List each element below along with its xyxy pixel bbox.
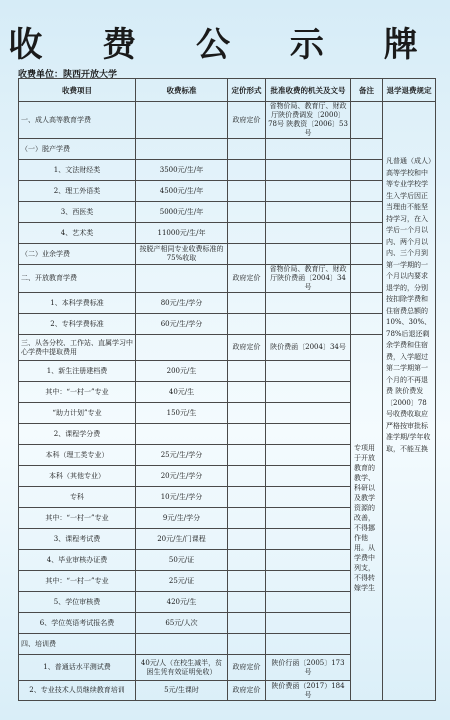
cell-approval: 陕价行函〔2005〕173号: [266, 655, 351, 681]
cell-approval: [266, 529, 351, 550]
cell-standard: 65元/人次: [136, 613, 228, 634]
cell-approval: [266, 223, 351, 244]
cell-standard: [136, 335, 228, 361]
cell-standard: 40元/人（在校生减半，贫困生凭有效证明免收）: [136, 655, 228, 681]
cell-standard: 3500元/生/年: [136, 160, 228, 181]
table-row: [19, 160, 436, 181]
cell-pricing-form: 政府定价: [228, 335, 266, 361]
cell-remark-empty: [351, 223, 383, 244]
cell-item: 其中：“一村一”专业: [19, 571, 136, 592]
header-remark: 备注: [351, 79, 383, 102]
cell-pricing-form: [228, 139, 266, 160]
cell-remark-empty: [351, 102, 383, 139]
cell-standard: 11000元/生/年: [136, 223, 228, 244]
cell-standard: [136, 139, 228, 160]
cell-remark-empty: [351, 293, 383, 314]
cell-standard: 420元/生: [136, 592, 228, 613]
cell-item: 3、课程考试费: [19, 529, 136, 550]
table-row: [19, 223, 436, 244]
cell-standard: 20元/生/门课程: [136, 529, 228, 550]
cell-approval: 陕价费函〔2004〕34号: [266, 335, 351, 361]
cell-standard: 5000元/生/年: [136, 202, 228, 223]
cell-remark-empty: [351, 139, 383, 160]
cell-pricing-form: 政府定价: [228, 655, 266, 681]
cell-pricing-form: 政府定价: [228, 681, 266, 701]
cell-item: 其中：“一村一”专业: [19, 508, 136, 529]
cell-standard: 25元/证: [136, 571, 228, 592]
refund-cell: 凡普通（成人）高等学校和中等专业学校学生入学后因正当理由不能坚持学习，在入学后一个月以内、两个月以内、三个月到第一学期的一个月以内要求退学的，分别按扣除学费和住宿费总额的10%、30%、78%后退还剩余学费和住宿费，入学超过第二学期第一个月的不再退费 陕价费发〔2000〕78号收费收取应严格按审批标准学期/学年收取，不能互换: [383, 102, 436, 701]
cell-pricing-form: [228, 487, 266, 508]
cell-item: 一、成人高等教育学费: [19, 102, 136, 139]
header-pricing-form: 定价形式: [228, 79, 266, 102]
cell-pricing-form: [228, 634, 266, 655]
cell-item: 3、西医类: [19, 202, 136, 223]
header-refund: 退学退费规定: [383, 79, 436, 102]
table-row: [19, 293, 436, 314]
cell-approval: [266, 487, 351, 508]
header-item: 收费项目: [19, 79, 136, 102]
cell-approval: [266, 571, 351, 592]
cell-pricing-form: [228, 382, 266, 403]
cell-pricing-form: [228, 466, 266, 487]
cell-standard: [136, 102, 228, 139]
remark-cell: 专项用于开放教育的教学、科研以及教学资源的改善，不得挪作他用。从学费中列支，不得转嫁学生: [351, 335, 383, 701]
cell-approval: 省物价局、教育厅、财政厅陕价费调发〔2000〕78号 陕教资〔2006〕53号: [266, 102, 351, 139]
cell-item: 2、理工外语类: [19, 181, 136, 202]
table-row: [19, 314, 436, 335]
cell-item: 4、艺术类: [19, 223, 136, 244]
table-row: [19, 181, 436, 202]
cell-standard: 9元/生/学分: [136, 508, 228, 529]
page-title: 收 费 公 示 牌: [8, 25, 442, 65]
cell-standard: 25元/生/学分: [136, 445, 228, 466]
charging-unit: 收费单位：陕西开放大学: [18, 70, 118, 80]
cell-approval: 省物价局、教育厅、财政厅陕价费函〔2004〕34号: [266, 265, 351, 293]
cell-item: 本科（理工类专业）: [19, 445, 136, 466]
table-row: [19, 265, 436, 293]
cell-standard: 80元/生/学分: [136, 293, 228, 314]
cell-standard: 5元/生课时: [136, 681, 228, 701]
table-row: [19, 139, 436, 160]
table-row: [19, 102, 436, 139]
cell-remark-empty: [351, 202, 383, 223]
cell-item: 三、从各分校、工作站、直属学习中心学费中提取费用: [19, 335, 136, 361]
cell-item: 四、培训费: [19, 634, 136, 655]
cell-pricing-form: [228, 529, 266, 550]
cell-standard: 60元/生/学分: [136, 314, 228, 335]
cell-pricing-form: [228, 202, 266, 223]
cell-item: 本科（其他专业）: [19, 466, 136, 487]
cell-pricing-form: [228, 181, 266, 202]
cell-approval: [266, 403, 351, 424]
cell-standard: 按脱产相同专业收费标准的75%收取: [136, 244, 228, 265]
cell-item: 1、普通话水平测试费: [19, 655, 136, 681]
cell-standard: [136, 424, 228, 445]
cell-item: 4、毕业审核办证费: [19, 550, 136, 571]
cell-item: 专科: [19, 487, 136, 508]
cell-item: 1、新生注册建档费: [19, 361, 136, 382]
cell-pricing-form: [228, 613, 266, 634]
cell-pricing-form: 政府定价: [228, 265, 266, 293]
cell-item: 其中：“一村一”专业: [19, 382, 136, 403]
table-row: [19, 335, 436, 361]
cell-approval: [266, 592, 351, 613]
cell-approval: [266, 382, 351, 403]
cell-item: 5、学位审核费: [19, 592, 136, 613]
cell-pricing-form: 政府定价: [228, 102, 266, 139]
cell-pricing-form: [228, 361, 266, 382]
cell-remark-empty: [351, 181, 383, 202]
cell-pricing-form: [228, 244, 266, 265]
cell-item: 二、开放教育学费: [19, 265, 136, 293]
cell-approval: [266, 361, 351, 382]
cell-standard: 50元/证: [136, 550, 228, 571]
cell-approval: [266, 634, 351, 655]
cell-item: 1、文法财经类: [19, 160, 136, 181]
cell-remark-empty: [351, 160, 383, 181]
cell-remark-empty: [351, 265, 383, 293]
cell-pricing-form: [228, 314, 266, 335]
cell-item: （二）业余学费: [19, 244, 136, 265]
cell-pricing-form: [228, 592, 266, 613]
cell-standard: 10元/生/学分: [136, 487, 228, 508]
cell-approval: [266, 550, 351, 571]
cell-standard: [136, 265, 228, 293]
cell-item: “助力计划”专业: [19, 403, 136, 424]
cell-pricing-form: [228, 508, 266, 529]
header-standard: 收费标准: [136, 79, 228, 102]
cell-remark-empty: [351, 314, 383, 335]
cell-approval: [266, 466, 351, 487]
cell-pricing-form: [228, 403, 266, 424]
cell-approval: [266, 244, 351, 265]
cell-remark-empty: [351, 244, 383, 265]
cell-pricing-form: [228, 445, 266, 466]
cell-approval: [266, 160, 351, 181]
cell-item: 2、专科学费标准: [19, 314, 136, 335]
cell-pricing-form: [228, 550, 266, 571]
fee-table: [18, 78, 436, 701]
cell-approval: [266, 445, 351, 466]
cell-standard: [136, 634, 228, 655]
cell-approval: [266, 424, 351, 445]
cell-approval: 陕价费函（2017）184号: [266, 681, 351, 701]
cell-standard: 200元/生: [136, 361, 228, 382]
cell-item: 2、课程学分费: [19, 424, 136, 445]
cell-approval: [266, 314, 351, 335]
cell-approval: [266, 181, 351, 202]
cell-item: 6、学位英语考试报名费: [19, 613, 136, 634]
cell-standard: 20元/生/学分: [136, 466, 228, 487]
cell-approval: [266, 139, 351, 160]
cell-approval: [266, 293, 351, 314]
cell-pricing-form: [228, 160, 266, 181]
cell-pricing-form: [228, 223, 266, 244]
cell-item: 1、本科学费标准: [19, 293, 136, 314]
cell-pricing-form: [228, 424, 266, 445]
cell-pricing-form: [228, 293, 266, 314]
cell-approval: [266, 613, 351, 634]
cell-standard: 4500元/生/年: [136, 181, 228, 202]
table-row: [19, 202, 436, 223]
cell-approval: [266, 508, 351, 529]
cell-standard: 40元/生: [136, 382, 228, 403]
header-approval: 批准收费的机关及文号: [266, 79, 351, 102]
cell-item: （一）脱产学费: [19, 139, 136, 160]
cell-pricing-form: [228, 571, 266, 592]
cell-item: 2、专业技术人员继续教育培训: [19, 681, 136, 701]
table-row: [19, 244, 436, 265]
cell-standard: 150元/生: [136, 403, 228, 424]
cell-approval: [266, 202, 351, 223]
